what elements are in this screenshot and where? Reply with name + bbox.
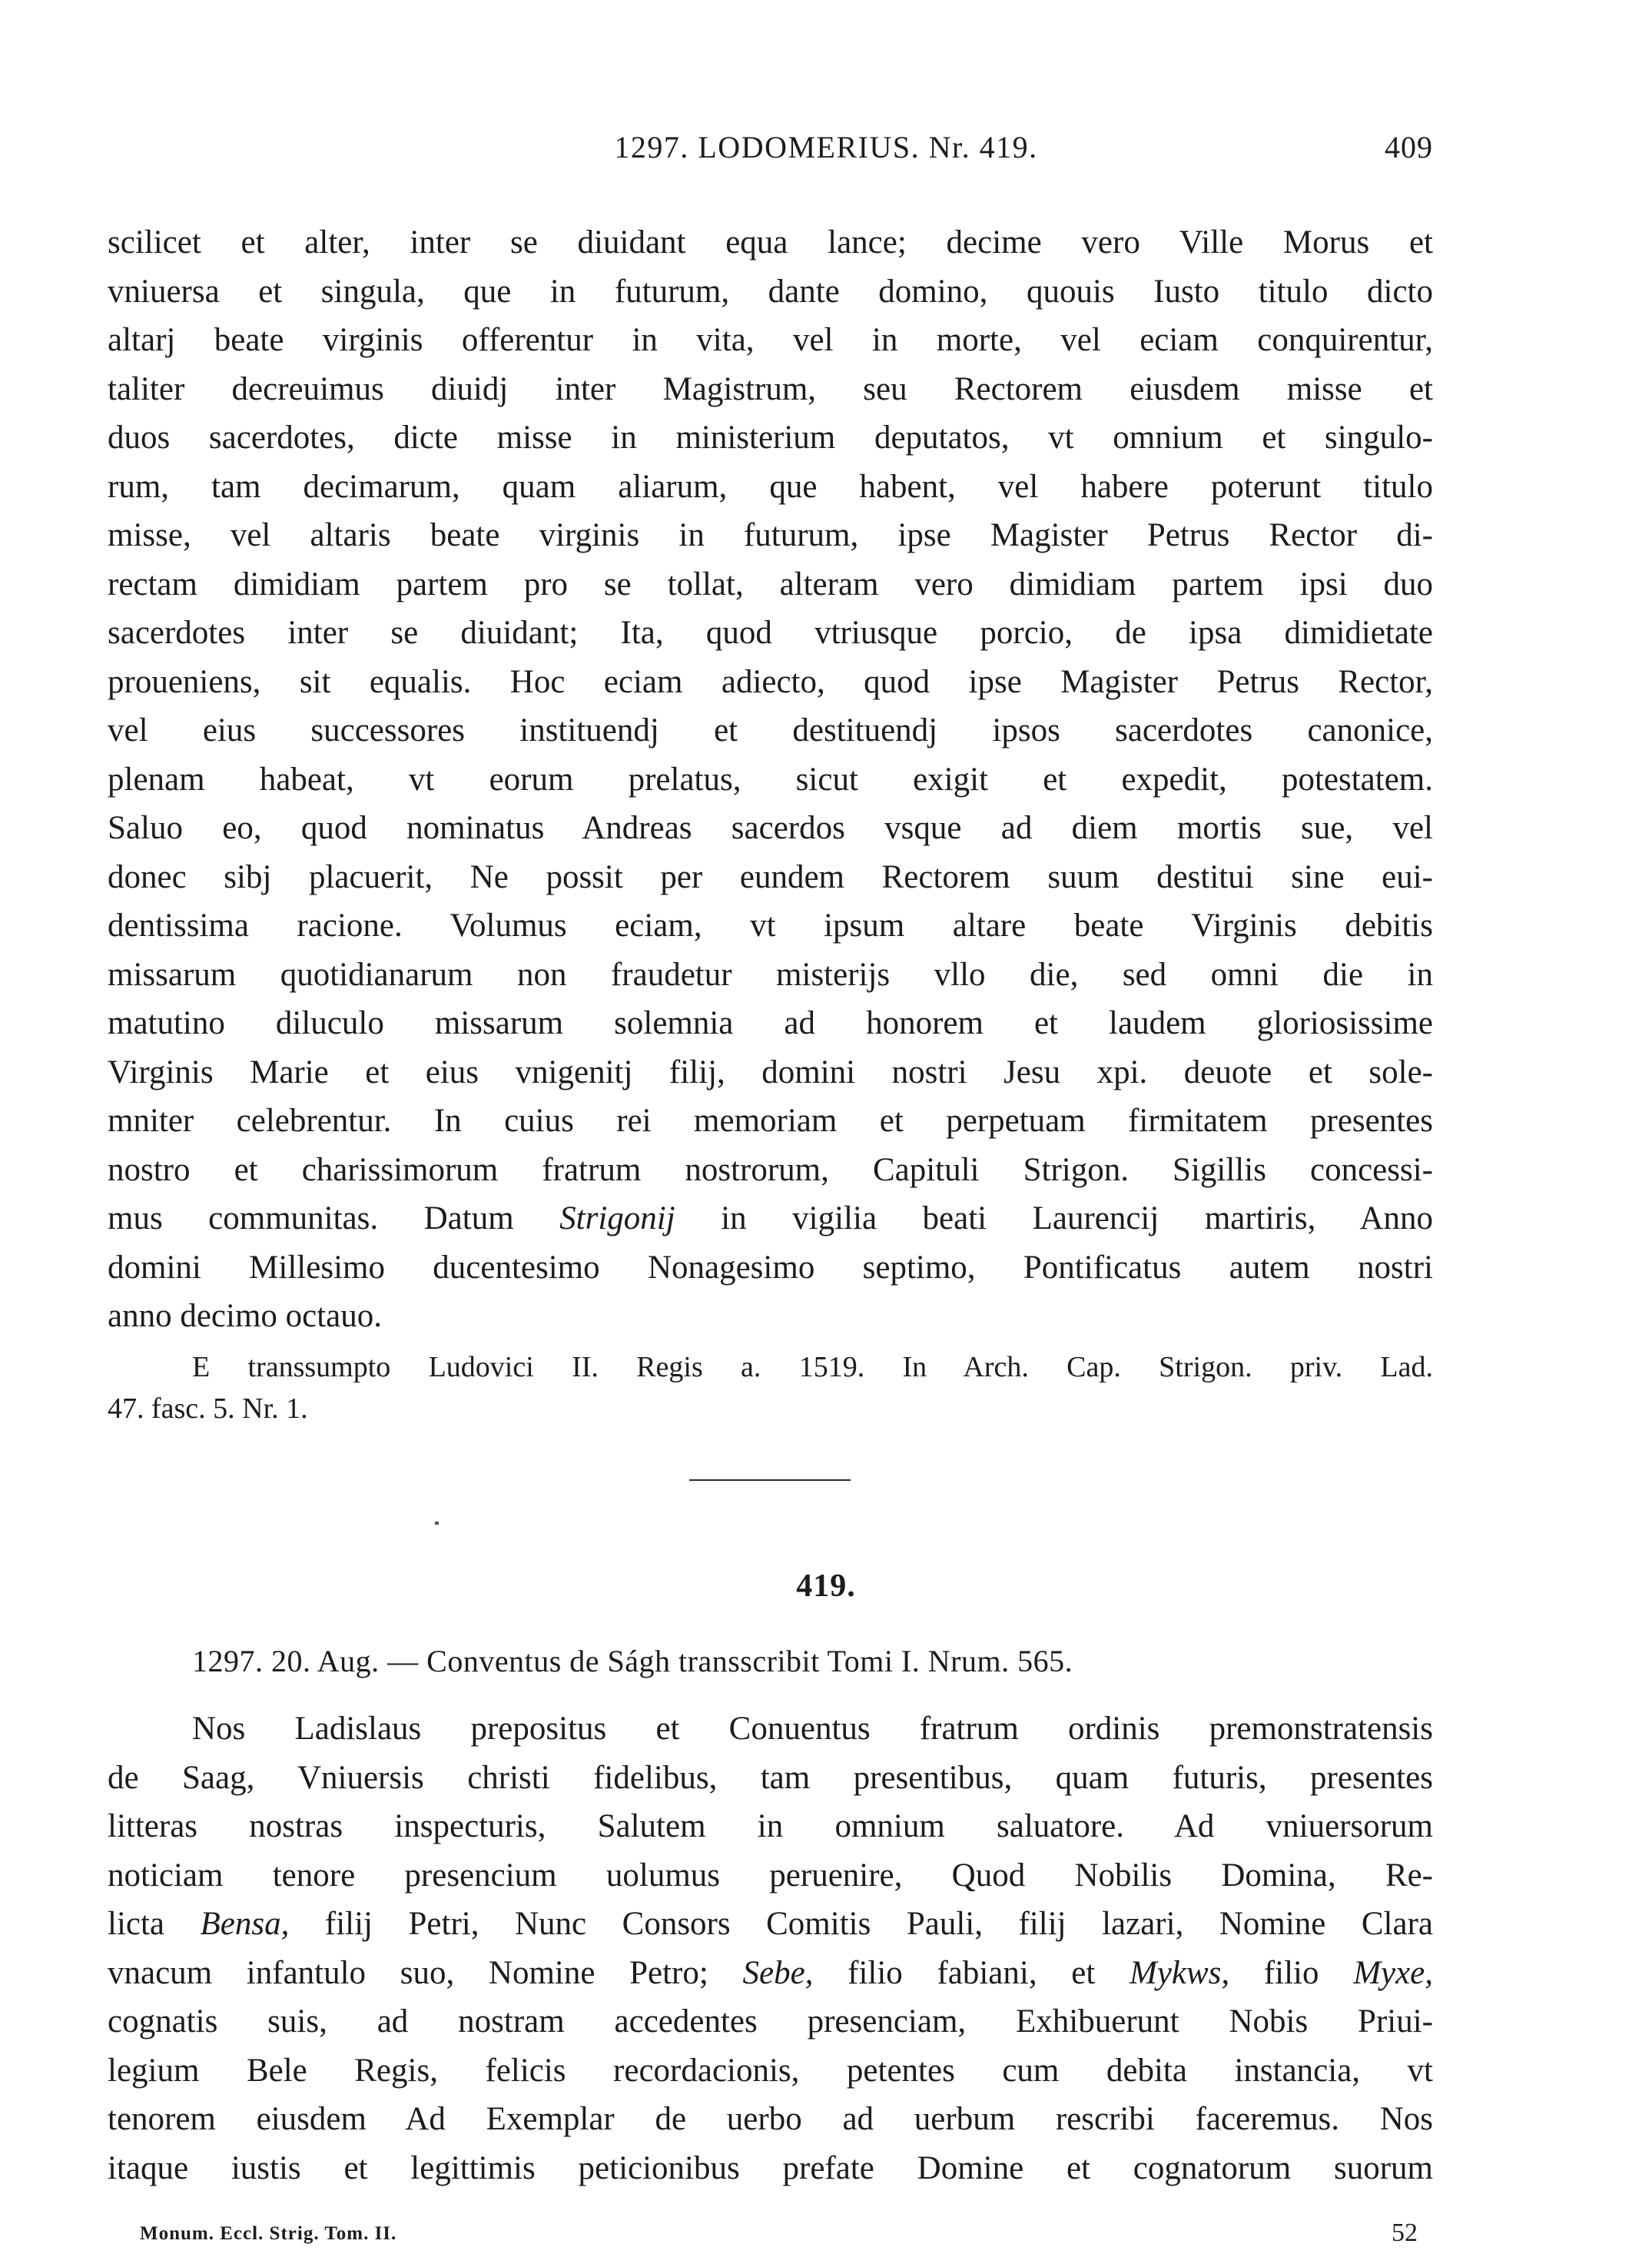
text-line: matutino diluculo missarum solemnia ad honorem et laudem gloriosissime — [108, 1005, 1433, 1041]
text-segment: mus communitas. Datum — [108, 1200, 560, 1236]
running-head — [0, 129, 1652, 168]
text-line: proueniens, sit equalis. Hoc eciam adiecto, quod ipse Magister Petrus Rector, — [108, 663, 1433, 700]
charter-text-continued — [108, 218, 1433, 1341]
text-line: rum, tam decimarum, quam aliarum, que habent, vel habere poterunt titulo — [108, 468, 1433, 505]
running-head-title: 1297. LODOMERIUS. Nr. 419. — [614, 130, 1038, 164]
text-line-dating-clause — [108, 1194, 1433, 1243]
section-divider — [689, 1479, 851, 1481]
text-line: itaque iustis et legittimis peticionibus prefate Domine et cognatorum suorum — [108, 2149, 1433, 2186]
text-line: noticiam tenore presencium uolumus peruenire, Quod Nobilis Domina, Re- — [108, 1857, 1433, 1894]
personal-name-bensa: Bensa, — [200, 1906, 290, 1942]
personal-name-myxe: Myxe, — [1353, 1954, 1433, 1991]
text-line: dentissima racione. Volumus eciam, vt ipsum altare beate Virginis debitis — [108, 908, 1433, 944]
text-line: misse, vel altaris beate virginis in futurum, ipse Magister Petrus Rector di- — [108, 517, 1433, 553]
page-number: 409 — [1385, 130, 1433, 164]
document-number: 419. — [796, 1568, 856, 1604]
source-note-line: 47. fasc. 5. Nr. 1. — [108, 1392, 308, 1425]
place-name-strigonium: Strigonij — [559, 1200, 675, 1236]
text-line: altarj beate virginis offerentur in vita, vel in morte, vel eciam conquirentur, — [108, 322, 1433, 358]
text-line-with-names — [108, 1900, 1433, 1949]
source-note — [108, 1346, 1433, 1429]
personal-name-mykws: Mykws, — [1130, 1954, 1230, 1991]
text-segment: filio — [1229, 1954, 1354, 1991]
personal-name-sebe: Sebe, — [742, 1954, 814, 1991]
text-line: donec sibj placuerit, Ne possit per eundem Rectorem suum destitui sine eui- — [108, 858, 1433, 895]
text-line: nostro et charissimorum fratrum nostrorum, Capituli Strigon. Sigillis concessi- — [108, 1151, 1433, 1188]
text-line: cognatis suis, ad nostram accedentes presenciam, Exhibuerunt Nobis Priui- — [108, 2003, 1433, 2040]
text-line: missarum quotidianarum non fraudetur misterijs vllo die, sed omni die in — [108, 956, 1433, 993]
text-line: de Saag, Vniuersis christi fidelibus, tam presentibus, quam futuris, presentes — [108, 1759, 1433, 1796]
source-note-line: E transsumpto Ludovici II. Regis a. 1519. In Arch. Cap. Strigon. priv. Lad. — [192, 1351, 1433, 1383]
text-segment: filio fabiani, et — [813, 1954, 1130, 1991]
text-line-final: anno decimo octauo. — [108, 1298, 383, 1334]
sheet-number: 52 — [1392, 2219, 1418, 2247]
text-line-with-names — [108, 1949, 1433, 1998]
text-line: mniter celebrentur. In cuius rei memoriam et perpetuam firmitatem presentes — [108, 1103, 1433, 1139]
text-line: plenam habeat, vt eorum prelatus, sicut exigit et expedit, potestatem. — [108, 761, 1433, 798]
text-line: taliter decreuimus diuidj inter Magistrum, seu Rectorem eiusdem misse et — [108, 370, 1433, 407]
text-line: Saluo eo, quod nominatus Andreas sacerdos vsque ad diem mortis sue, vel — [108, 810, 1433, 846]
footer-signature: Monum. Eccl. Strig. Tom. II. — [140, 2223, 397, 2244]
text-line: duos sacerdotes, dicte misse in ministerium deputatos, vt omnium et singulo- — [108, 420, 1433, 456]
text-segment: vnacum infantulo suo, Nomine Petro; — [108, 1954, 743, 1991]
text-line: legium Bele Regis, felicis recordacionis, petentes cum debita instancia, vt — [108, 2052, 1433, 2089]
text-segment: licta — [108, 1906, 201, 1942]
page-footer — [108, 2219, 1433, 2254]
text-line: domini Millesimo ducentesimo Nonagesimo septimo, Pontificatus autem nostri — [108, 1249, 1433, 1286]
text-line: Virginis Marie et eius vnigenitj filij, domini nostri Jesu xpi. deuote et sole- — [108, 1054, 1433, 1090]
document-regest: 1297. 20. Aug. — Conventus de Ságh transscribit Tomi I. Nrum. 565. — [192, 1644, 1073, 1678]
text-line: tenorem eiusdem Ad Exemplar de uerbo ad uerbum rescribi faceremus. Nos — [108, 2101, 1433, 2137]
text-line: Nos Ladislaus prepositus et Conuentus fratrum ordinis premonstratensis — [192, 1711, 1433, 1747]
text-line: vniuersa et singula, que in futurum, dante domino, quouis Iusto titulo dicto — [108, 273, 1433, 310]
text-line: rectam dimidiam partem pro se tollat, alteram vero dimidiam partem ipsi duo — [108, 566, 1433, 602]
text-segment: filij Petri, Nunc Consors Comitis Pauli, filij lazari, Nomine Clara — [289, 1906, 1433, 1942]
text-line: vel eius successores instituendj et destituendj ipsos sacerdotes canonice, — [108, 712, 1433, 748]
charter-text-419 — [108, 1704, 1433, 2192]
text-segment: in vigilia beati Laurencij martiris, Anno — [675, 1200, 1433, 1236]
text-line: scilicet et alter, inter se diuidant equa lance; decime vero Ville Morus et — [108, 224, 1433, 261]
text-line: sacerdotes inter se diuidant; Ita, quod vtriusque porcio, de ipsa dimidietate — [108, 615, 1433, 651]
print-speck — [435, 1522, 439, 1525]
text-line: litteras nostras inspecturis, Salutem in omnium saluatore. Ad vniuersorum — [108, 1808, 1433, 1844]
